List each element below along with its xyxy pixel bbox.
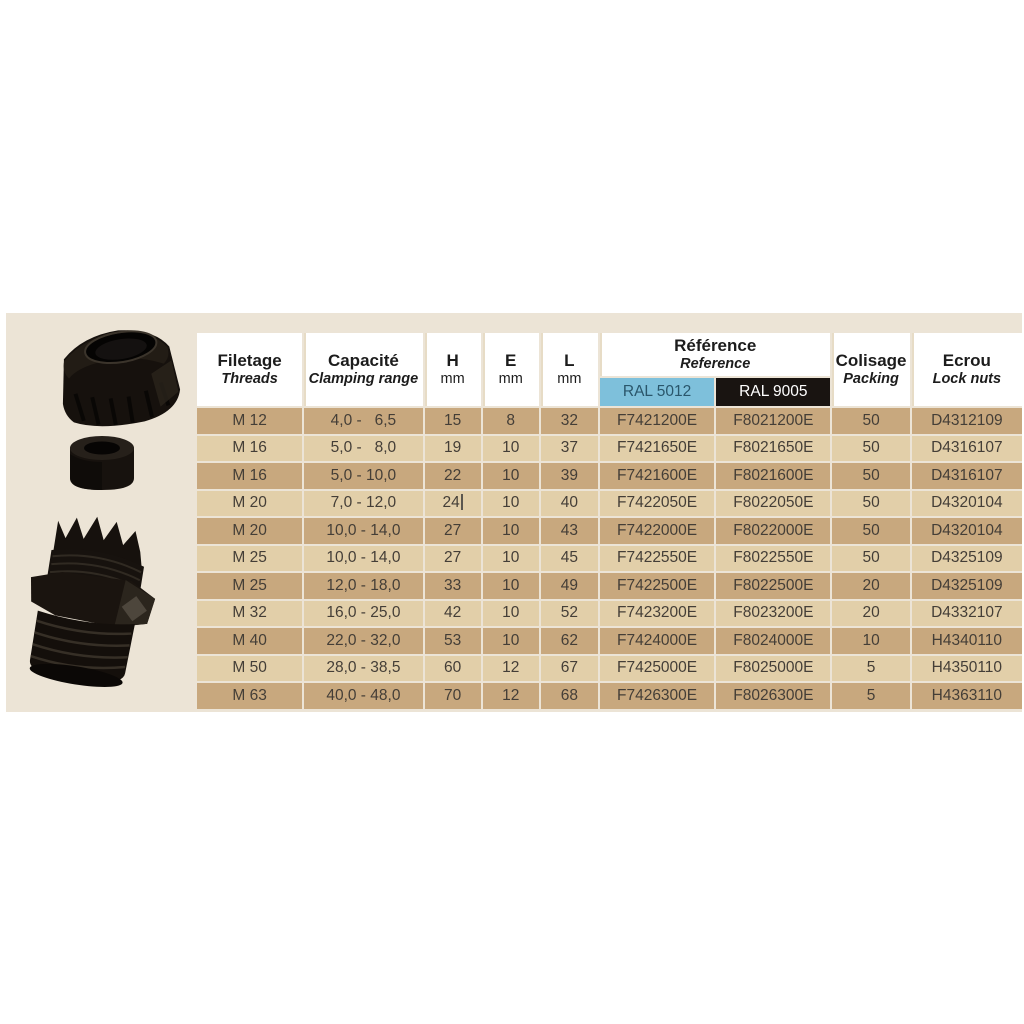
table-cell-e-value: 10 xyxy=(502,494,520,512)
table-cell-ref-ral9005 xyxy=(716,436,830,462)
table-cell-ref-ral5012 xyxy=(600,601,714,627)
table-cell-ref-ral5012 xyxy=(600,546,714,572)
table-row xyxy=(197,436,1022,462)
table-cell-l xyxy=(541,656,598,682)
table-cell-l xyxy=(541,491,598,517)
table-cell-packing-value: 50 xyxy=(862,466,880,484)
table-row xyxy=(197,628,1022,654)
table-cell-clamping-range xyxy=(304,436,422,462)
table-cell-clamping-range xyxy=(304,491,422,517)
table-row xyxy=(197,463,1022,489)
table-cell-e xyxy=(483,463,539,489)
col-header-h: H mm xyxy=(425,333,481,406)
table-cell-h xyxy=(425,628,481,654)
table-cell-clamping-range xyxy=(304,546,422,572)
table-cell-lock-nut-value: D4312109 xyxy=(931,411,1003,429)
table-cell-lock-nut xyxy=(912,628,1022,654)
specifications-table xyxy=(195,331,1024,711)
table-cell-packing xyxy=(832,518,909,544)
table-cell-clamping-range xyxy=(304,656,422,682)
table-cell-packing-value: 50 xyxy=(862,549,880,567)
table-cell-ref-ral9005 xyxy=(716,656,830,682)
table-cell-h-value: 15 xyxy=(443,411,462,429)
table-cell-h xyxy=(425,436,481,462)
table-row xyxy=(197,546,1022,572)
table-cell-ref-ral5012-value: F7421200E xyxy=(616,411,698,429)
table-cell-e xyxy=(483,546,539,572)
table-cell-thread xyxy=(197,408,302,434)
table-cell-lock-nut-value: H4363110 xyxy=(931,686,1003,704)
table-cell-ref-ral9005 xyxy=(716,463,830,489)
table-cell-l xyxy=(541,601,598,627)
table-cell-thread xyxy=(197,601,302,627)
table-cell-ref-ral9005 xyxy=(716,408,830,434)
table-cell-h-value: 42 xyxy=(443,604,462,622)
table-cell-e-value: 10 xyxy=(502,439,520,457)
table-cell-ref-ral9005 xyxy=(716,628,830,654)
table-cell-e-value: 8 xyxy=(506,411,516,429)
table-cell-lock-nut xyxy=(912,491,1022,517)
table-cell-l xyxy=(541,518,598,544)
table-cell-e-value: 10 xyxy=(502,631,520,649)
table-cell-ref-ral5012 xyxy=(600,408,714,434)
col-header-ral9005: RAL 9005 xyxy=(716,378,830,406)
col-header-l: L mm xyxy=(541,333,598,406)
table-cell-ref-ral9005-value: F8021650E xyxy=(733,439,814,457)
table-cell-lock-nut-value: D4332107 xyxy=(931,604,1003,622)
table-cell-packing-value: 20 xyxy=(862,604,880,622)
table-cell-thread xyxy=(197,463,302,489)
table-cell-lock-nut-value: D4316107 xyxy=(931,439,1003,457)
col-header-ral5012: RAL 5012 xyxy=(600,378,714,406)
table-cell-ref-ral9005 xyxy=(716,491,830,517)
table-cell-thread-value: M 63 xyxy=(232,686,267,704)
table-cell-e-value: 10 xyxy=(502,521,520,539)
col-header-threads: Filetage Threads xyxy=(197,333,302,406)
table-cell-ref-ral9005 xyxy=(716,683,830,709)
table-cell-lock-nut xyxy=(912,408,1022,434)
table-cell-packing xyxy=(832,436,909,462)
table-cell-packing xyxy=(832,463,909,489)
table-cell-packing-value: 50 xyxy=(862,521,880,539)
table-cell-h-value: 19 xyxy=(443,439,462,457)
table-cell-e-value: 10 xyxy=(502,576,520,594)
table-cell-e xyxy=(483,491,539,517)
table-cell-e xyxy=(483,683,539,709)
table-cell-thread xyxy=(197,546,302,572)
table-cell-e-value: 12 xyxy=(502,686,520,704)
table-cell-packing xyxy=(832,408,909,434)
table-cell-ref-ral5012-value: F7423200E xyxy=(616,604,698,622)
table-cell-h xyxy=(425,573,481,599)
stray-text-cursor xyxy=(461,494,463,510)
table-cell-thread-value: M 20 xyxy=(232,521,267,539)
table-cell-l-value: 62 xyxy=(560,631,578,649)
table-cell-ref-ral5012-value: F7426300E xyxy=(616,686,698,704)
table-cell-l-value: 49 xyxy=(560,576,578,594)
table-cell-ref-ral9005 xyxy=(716,601,830,627)
table-cell-e xyxy=(483,573,539,599)
table-cell-clamping-range-value: 4,0 - 6,5 xyxy=(330,411,397,429)
gland-body-icon xyxy=(15,508,166,695)
cap-nut-icon xyxy=(53,322,184,434)
table-cell-h-value: 24 xyxy=(442,494,460,512)
seal-insert-icon xyxy=(70,436,134,490)
table-cell-e xyxy=(483,436,539,462)
product-table xyxy=(195,331,1024,711)
table-cell-e-value: 10 xyxy=(502,604,520,622)
table-cell-thread-value: M 20 xyxy=(232,494,267,512)
table-row xyxy=(197,601,1022,627)
table-cell-h xyxy=(425,546,481,572)
col-header-lock-nuts: Ecrou Lock nuts xyxy=(912,333,1022,406)
table-cell-l-value: 67 xyxy=(560,659,578,677)
table-cell-packing-value: 50 xyxy=(862,411,880,429)
table-cell-h-value: 53 xyxy=(443,631,462,649)
table-cell-ref-ral5012 xyxy=(600,683,714,709)
table-cell-e xyxy=(483,656,539,682)
table-cell-l-value: 68 xyxy=(560,686,578,704)
table-cell-ref-ral9005-value: F8022550E xyxy=(733,549,814,567)
table-body xyxy=(197,408,1022,709)
table-cell-ref-ral5012 xyxy=(600,463,714,489)
table-cell-lock-nut-value: D4316107 xyxy=(931,466,1003,484)
table-cell-h xyxy=(425,408,481,434)
table-cell-packing-value: 50 xyxy=(862,494,880,512)
table-cell-h xyxy=(425,683,481,709)
table-cell-l xyxy=(541,628,598,654)
table-row xyxy=(197,683,1022,709)
table-cell-ref-ral9005-value: F8022000E xyxy=(733,521,814,539)
table-cell-h-value: 33 xyxy=(443,576,462,594)
table-cell-ref-ral5012-value: F7425000E xyxy=(616,659,698,677)
table-cell-ref-ral5012 xyxy=(600,436,714,462)
table-cell-clamping-range-value: 22,0 - 32,0 xyxy=(326,631,401,649)
table-cell-ref-ral5012-value: F7422050E xyxy=(616,494,698,512)
table-cell-thread-value: M 50 xyxy=(232,659,267,677)
table-cell-thread xyxy=(197,518,302,544)
table-cell-packing-value: 50 xyxy=(862,439,880,457)
table-cell-packing xyxy=(832,573,909,599)
table-cell-thread xyxy=(197,656,302,682)
table-cell-l xyxy=(541,573,598,599)
table-cell-packing xyxy=(832,491,909,517)
table-cell-clamping-range xyxy=(304,601,422,627)
table-cell-ref-ral9005-value: F8021600E xyxy=(733,466,814,484)
table-cell-lock-nut xyxy=(912,518,1022,544)
table-cell-ref-ral5012 xyxy=(600,518,714,544)
table-cell-thread-value: M 25 xyxy=(232,549,267,567)
table-cell-l-value: 43 xyxy=(560,521,578,539)
table-cell-ref-ral9005-value: F8022050E xyxy=(733,494,814,512)
table-cell-h-value: 70 xyxy=(443,686,462,704)
table-cell-h xyxy=(425,656,481,682)
table-row xyxy=(197,408,1022,434)
table-cell-h-value: 22 xyxy=(443,466,462,484)
table-cell-clamping-range xyxy=(304,408,422,434)
table-cell-e-value: 10 xyxy=(502,549,520,567)
table-cell-ref-ral9005-value: F8026300E xyxy=(733,686,814,704)
table-cell-h xyxy=(425,463,481,489)
table-cell-packing xyxy=(832,656,909,682)
table-cell-thread xyxy=(197,491,302,517)
table-cell-lock-nut xyxy=(912,436,1022,462)
table-cell-clamping-range-value: 10,0 - 14,0 xyxy=(326,521,401,539)
table-cell-packing-value: 20 xyxy=(862,576,880,594)
table-cell-ref-ral9005-value: F8024000E xyxy=(733,631,814,649)
table-cell-lock-nut xyxy=(912,573,1022,599)
table-cell-l-value: 45 xyxy=(560,549,578,567)
table-cell-lock-nut xyxy=(912,601,1022,627)
table-cell-thread xyxy=(197,436,302,462)
col-header-clamping-range: Capacité Clamping range xyxy=(304,333,422,406)
table-cell-clamping-range-value: 5,0 - 8,0 xyxy=(330,439,397,457)
table-cell-ref-ral9005-value: F8023200E xyxy=(733,604,814,622)
table-cell-h xyxy=(425,491,481,517)
table-row xyxy=(197,518,1022,544)
table-cell-e xyxy=(483,408,539,434)
table-cell-lock-nut xyxy=(912,463,1022,489)
table-cell-lock-nut-value: D4325109 xyxy=(931,549,1003,567)
table-cell-lock-nut xyxy=(912,656,1022,682)
table-cell-thread xyxy=(197,683,302,709)
table-cell-h xyxy=(425,518,481,544)
table-cell-l-value: 52 xyxy=(560,604,578,622)
table-cell-packing xyxy=(832,683,909,709)
table-cell-clamping-range xyxy=(304,628,422,654)
table-cell-packing-value: 10 xyxy=(862,631,880,649)
product-photo xyxy=(6,313,198,712)
table-cell-e-value: 10 xyxy=(502,466,520,484)
table-cell-l-value: 37 xyxy=(560,439,578,457)
table-cell-ref-ral9005 xyxy=(716,573,830,599)
table-cell-h-value: 60 xyxy=(443,659,462,677)
table-cell-clamping-range xyxy=(304,518,422,544)
table-cell-l xyxy=(541,408,598,434)
table-cell-lock-nut-value: H4350110 xyxy=(931,659,1003,677)
table-cell-lock-nut xyxy=(912,683,1022,709)
table-cell-clamping-range-value: 12,0 - 18,0 xyxy=(326,576,401,594)
table-cell-ref-ral9005-value: F8025000E xyxy=(733,659,814,677)
table-row xyxy=(197,491,1022,517)
table-cell-thread-value: M 32 xyxy=(232,604,267,622)
table-cell-ref-ral5012-value: F7421650E xyxy=(616,439,698,457)
table-cell-lock-nut-value: D4320104 xyxy=(931,521,1003,539)
table-cell-packing-value: 5 xyxy=(866,659,876,677)
table-cell-ref-ral9005-value: F8021200E xyxy=(733,411,814,429)
table-cell-e xyxy=(483,628,539,654)
table-cell-ref-ral5012 xyxy=(600,656,714,682)
table-cell-ref-ral5012 xyxy=(600,628,714,654)
table-cell-h xyxy=(425,601,481,627)
table-cell-l xyxy=(541,683,598,709)
table-cell-ref-ral5012 xyxy=(600,491,714,517)
table-cell-lock-nut-value: H4340110 xyxy=(931,631,1003,649)
table-cell-l-value: 32 xyxy=(560,411,578,429)
table-cell-thread xyxy=(197,628,302,654)
table-row xyxy=(197,656,1022,682)
table-cell-ref-ral9005-value: F8022500E xyxy=(733,576,814,594)
table-cell-thread-value: M 12 xyxy=(232,411,267,429)
table-cell-thread-value: M 16 xyxy=(232,466,267,484)
table-cell-ref-ral9005 xyxy=(716,518,830,544)
col-header-packing: Colisage Packing xyxy=(832,333,909,406)
table-cell-l xyxy=(541,436,598,462)
table-cell-thread-value: M 16 xyxy=(232,439,267,457)
table-cell-packing-value: 5 xyxy=(866,686,876,704)
table-cell-lock-nut xyxy=(912,546,1022,572)
table-cell-ref-ral5012-value: F7422550E xyxy=(616,549,698,567)
col-header-e: E mm xyxy=(483,333,539,406)
cable-gland-exploded-illustration xyxy=(6,313,198,712)
table-cell-lock-nut-value: D4325109 xyxy=(931,576,1003,594)
table-cell-e-value: 12 xyxy=(502,659,520,677)
table-cell-clamping-range xyxy=(304,683,422,709)
table-cell-l xyxy=(541,546,598,572)
table-cell-ref-ral5012-value: F7421600E xyxy=(616,466,698,484)
table-cell-ref-ral5012-value: F7424000E xyxy=(616,631,698,649)
table-cell-ref-ral5012-value: F7422000E xyxy=(616,521,698,539)
table-cell-clamping-range xyxy=(304,463,422,489)
table-cell-l-value: 39 xyxy=(560,466,578,484)
table-cell-l xyxy=(541,463,598,489)
table-cell-packing xyxy=(832,546,909,572)
table-header xyxy=(197,333,1022,406)
table-cell-lock-nut-value: D4320104 xyxy=(931,494,1003,512)
table-cell-clamping-range xyxy=(304,573,422,599)
table-cell-l-value: 40 xyxy=(560,494,578,512)
table-cell-thread-value: M 25 xyxy=(232,576,267,594)
table-cell-e xyxy=(483,601,539,627)
table-cell-ref-ral9005 xyxy=(716,546,830,572)
table-cell-clamping-range-value: 7,0 - 12,0 xyxy=(330,494,397,512)
table-cell-e xyxy=(483,518,539,544)
table-cell-packing xyxy=(832,628,909,654)
table-cell-clamping-range-value: 28,0 - 38,5 xyxy=(326,659,401,677)
table-cell-thread xyxy=(197,573,302,599)
table-row xyxy=(197,573,1022,599)
table-cell-clamping-range-value: 5,0 - 10,0 xyxy=(330,466,397,484)
table-cell-thread-value: M 40 xyxy=(232,631,267,649)
col-header-reference: Référence Reference xyxy=(600,333,831,376)
table-cell-clamping-range-value: 40,0 - 48,0 xyxy=(326,686,401,704)
table-cell-ref-ral5012 xyxy=(600,573,714,599)
table-cell-ref-ral5012-value: F7422500E xyxy=(616,576,698,594)
table-cell-packing xyxy=(832,601,909,627)
table-cell-h-value: 27 xyxy=(443,521,462,539)
table-cell-clamping-range-value: 10,0 - 14,0 xyxy=(326,549,401,567)
table-cell-h-value: 27 xyxy=(443,549,462,567)
table-cell-clamping-range-value: 16,0 - 25,0 xyxy=(326,604,401,622)
